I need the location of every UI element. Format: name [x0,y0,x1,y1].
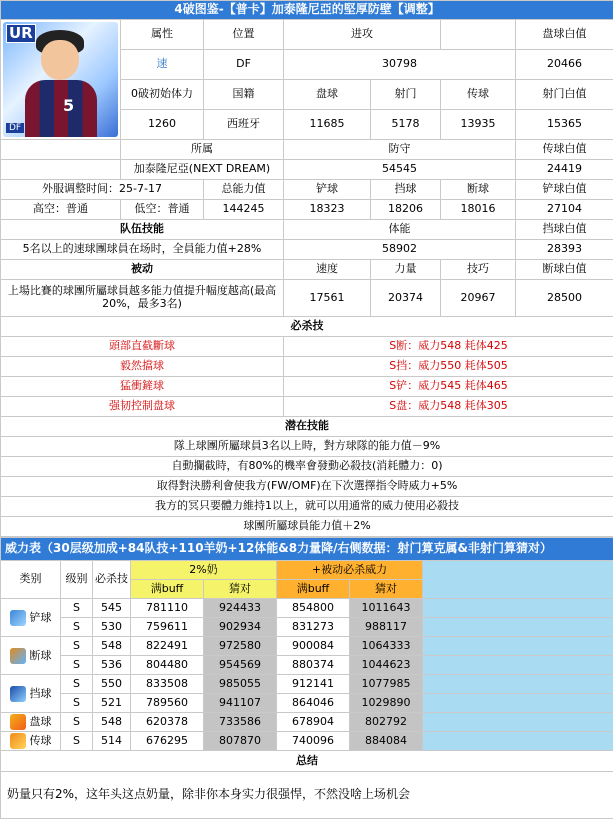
attr-label: 属性 [121,20,204,50]
value-guess: 972580 [204,637,277,656]
shoot-value: 5178 [371,110,441,140]
row-move: 521 [93,694,131,713]
nationality-value: 西班牙 [204,110,284,140]
row-level: S [61,599,93,618]
filler-cell [423,618,613,637]
page-title: 4破图鉴-【普卡】加泰隆尼亞的堅厚防壁【调整】 [1,1,613,20]
dribble-icon [10,714,26,730]
row-level: S [61,675,93,694]
pass-icon [10,733,26,749]
filler-cell [423,713,613,732]
row-move: 530 [93,618,131,637]
base-stamina-value: 1260 [121,110,204,140]
pass-value: 13935 [441,110,516,140]
value-passive-guess: 988117 [350,618,423,637]
team-label: 所属 [121,140,284,160]
attr-value: 速 [121,50,204,80]
filler-cell [423,599,613,618]
value-passive-full-buff: 864046 [277,694,350,713]
value-passive-full-buff: 900084 [277,637,350,656]
special-move-name: 猛衝鏟球 [1,377,284,397]
potential-item: 自動攔截時，有80%的機率會發動必殺技(消耗體力：0) [1,457,613,477]
player-avatar: 5 UR DF [3,22,118,137]
team-value: 加泰隆尼亞(NEXT DREAM) [121,160,284,180]
strength-label: 力量 [371,260,441,280]
dribble-white-label: 盘球白值 [516,20,613,50]
table-row [1,713,613,732]
special-move-stats: S铲：威力545 耗体465 [284,377,613,397]
row-type-label: 断球 [30,649,52,662]
filler-cell [423,732,613,751]
row-type [1,637,61,675]
value-guess: 902934 [204,618,277,637]
strength-value: 20374 [371,280,441,317]
tackle-white-label: 铲球白值 [516,180,613,200]
intercept-value: 18016 [441,200,516,220]
value-passive-guess: 802792 [350,713,423,732]
dribble-white-value: 20466 [516,50,613,80]
progress-value: 30798 [284,50,516,80]
special-move-stats: S断：威力548 耗体425 [284,337,613,357]
value-full-buff: 759611 [131,618,204,637]
table-row [1,618,613,637]
pass-white-value: 24419 [516,160,613,180]
value-guess: 941107 [204,694,277,713]
special-move-name: 頭部直截斷球 [1,337,284,357]
defense-value: 54545 [284,160,516,180]
special-move-stats: S盘：威力548 耗体305 [284,397,613,417]
group-milk: 2%奶 [131,561,277,580]
block-value: 18206 [371,200,441,220]
row-level: S [61,713,93,732]
intercept-white-value: 28500 [516,280,613,317]
position-badge: DF [6,123,24,133]
summary-header: 总结 [1,751,613,772]
row-type [1,675,61,713]
potential-item: 我方的冥只要體力維持1以上，就可以用通常的威力使用必殺技 [1,497,613,517]
shoot-white-value: 15365 [516,110,613,140]
intercept-icon [10,648,26,664]
row-move: 550 [93,675,131,694]
technique-value: 20967 [441,280,516,317]
block-label: 挡球 [371,180,441,200]
defense-label: 防守 [284,140,516,160]
sub-full-buff: 满buff [131,580,204,599]
potential-header: 潜在技能 [1,417,613,437]
row-move: 548 [93,713,131,732]
table-row [1,675,613,694]
high-air: 高空：普通 [1,200,121,220]
value-passive-guess: 1077985 [350,675,423,694]
special-moves-header: 必杀技 [1,317,613,337]
row-type [1,732,61,751]
special-move-name: 强韧控制盘球 [1,397,284,417]
nationality-label: 国籍 [204,80,284,110]
intercept-white-label: 断球白值 [516,260,613,280]
stamina-label: 体能 [284,220,516,240]
row-type-label: 挡球 [30,687,52,700]
value-passive-full-buff: 740096 [277,732,350,751]
passive-text: 上場比賽的球團所屬球員越多能力值提升幅度越高(最高20%，最多3名) [1,280,284,317]
value-full-buff: 822491 [131,637,204,656]
low-air: 低空：普通 [121,200,204,220]
value-full-buff: 789560 [131,694,204,713]
value-full-buff: 620378 [131,713,204,732]
filler-cell [423,637,613,656]
value-passive-guess: 1044623 [350,656,423,675]
row-level: S [61,694,93,713]
row-move: 545 [93,599,131,618]
block-white-label: 挡球白值 [516,220,613,240]
row-level: S [61,656,93,675]
table-row [1,656,613,675]
value-passive-full-buff: 831273 [277,618,350,637]
sub-guess: 猜对 [350,580,423,599]
value-guess: 733586 [204,713,277,732]
table-row [1,694,613,713]
shoot-label: 射门 [371,80,441,110]
row-move: 536 [93,656,131,675]
rarity-badge: UR [6,24,36,43]
total-power-label: 总能力值 [204,180,284,200]
card-portrait [1,20,121,140]
potential-item: 球團所屬球員能力值＋2% [1,517,613,537]
speed-label: 速度 [284,260,371,280]
value-passive-guess: 1064333 [350,637,423,656]
passive-label: 被动 [1,260,284,280]
value-full-buff: 833508 [131,675,204,694]
pos-value: DF [204,50,284,80]
power-table [0,537,613,819]
value-passive-full-buff: 678904 [277,713,350,732]
tackle-icon [10,610,26,626]
row-type-label: 铲球 [30,611,52,624]
row-move: 548 [93,637,131,656]
row-move: 514 [93,732,131,751]
value-passive-full-buff: 880374 [277,656,350,675]
speed-value: 17561 [284,280,371,317]
row-type [1,713,61,732]
tackle-value: 18323 [284,200,371,220]
total-power-value: 144245 [204,200,284,220]
pass-white-label: 传球白值 [516,140,613,160]
dribble-label: 盘球 [284,80,371,110]
col-type: 类别 [1,561,61,599]
table-row [1,599,613,618]
pos-label: 位置 [204,20,284,50]
group-passive: +被动必杀威力 [277,561,423,580]
intercept-label: 断球 [441,180,516,200]
value-passive-guess: 1011643 [350,599,423,618]
row-level: S [61,637,93,656]
tackle-label: 铲球 [284,180,371,200]
col-move: 必杀技 [93,561,131,599]
sub-full-buff: 满buff [277,580,350,599]
summary-text: 奶量只有2%，这年头这点奶量，除非你本身实力很强悍，不然没啥上场机会 [1,772,613,819]
base-stamina-label: 0破初始体力 [121,80,204,110]
row-level: S [61,618,93,637]
appearance-update: 外服调整时间：25-7-17 [1,180,204,200]
filler-cell [423,694,613,713]
value-full-buff: 804480 [131,656,204,675]
special-move-stats: S挡：威力550 耗体505 [284,357,613,377]
table-row [1,732,613,751]
power-table-title: 威力表（30层级加成+84队技+110羊奶+12体能&8力量降/右侧数据：射门算克属&非射门算猜对） [1,538,613,561]
potential-item: 取得對決勝利會使我方(FW/OMF)在下次選擇指令時威力+5% [1,477,613,497]
filler-cell [423,656,613,675]
value-guess: 985055 [204,675,277,694]
value-guess: 954569 [204,656,277,675]
tackle-white-value: 27104 [516,200,613,220]
value-full-buff: 781110 [131,599,204,618]
value-full-buff: 676295 [131,732,204,751]
value-passive-full-buff: 912141 [277,675,350,694]
row-type-label: 盘球 [30,715,52,728]
value-guess: 807870 [204,732,277,751]
progress-label: 进攻 [284,20,441,50]
value-passive-guess: 1029890 [350,694,423,713]
dribble-value: 11685 [284,110,371,140]
row-level: S [61,732,93,751]
table-row [1,637,613,656]
stamina-value: 58902 [284,240,516,260]
technique-label: 技巧 [441,260,516,280]
row-type-label: 传球 [30,734,52,747]
sub-guess: 猜对 [204,580,277,599]
special-move-name: 毅然擋球 [1,357,284,377]
pass-label: 传球 [441,80,516,110]
value-passive-full-buff: 854800 [277,599,350,618]
team-skill-label: 队伍技能 [1,220,284,240]
shoot-white-label: 射门白值 [516,80,613,110]
value-passive-guess: 884084 [350,732,423,751]
potential-item: 隊上球團所屬球員3名以上時，對方球隊的能力值－9% [1,437,613,457]
row-type [1,599,61,637]
value-guess: 924433 [204,599,277,618]
team-skill-text: 5名以上的速球團球員在场时，全員能力值+28% [1,240,284,260]
filler-cell [423,675,613,694]
col-level: 级别 [61,561,93,599]
block-icon [10,686,26,702]
block-white-value: 28393 [516,240,613,260]
